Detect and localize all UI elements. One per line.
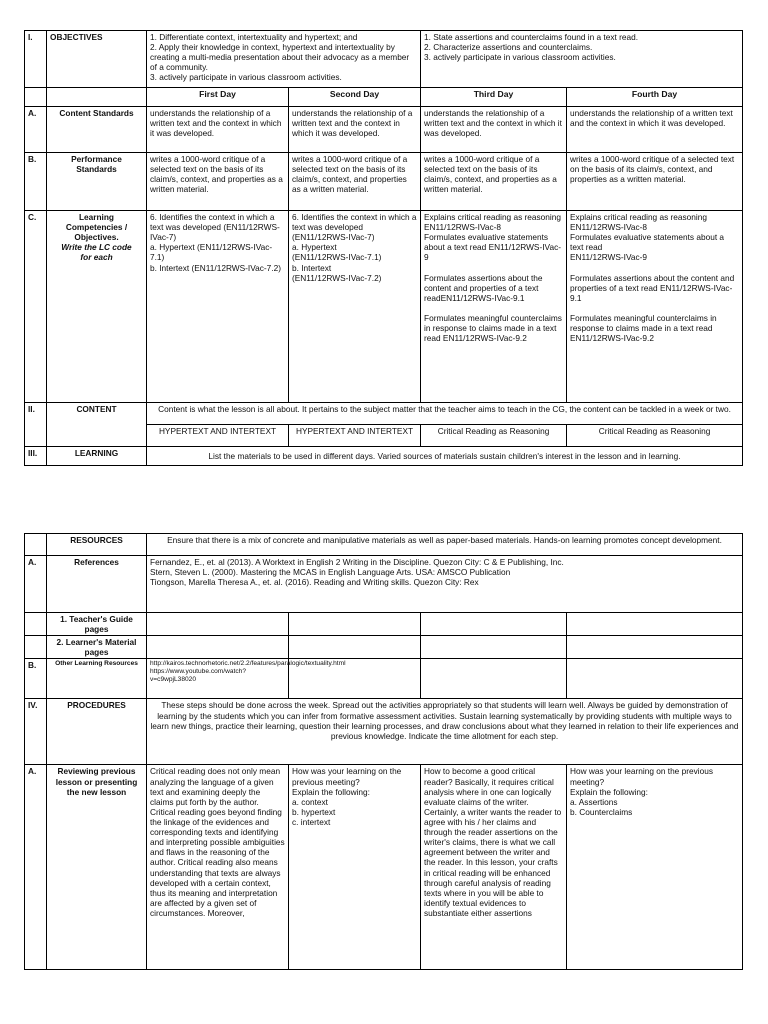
procedures-label: PROCEDURES xyxy=(47,699,147,765)
reference-item: Fernandez, E., et. al (2013). A Worktext in English 2 Writing in the Discipline. Quezon City: C & E Publishing, Inc. xyxy=(150,557,564,567)
competencies-row xyxy=(25,211,743,403)
label-line: Learning xyxy=(78,212,115,222)
other-resources-label: Other Learning Resources xyxy=(47,659,147,699)
blank-cell xyxy=(25,534,47,556)
day-header: Fourth Day xyxy=(567,88,743,107)
label-line: Objectives. xyxy=(74,232,119,243)
reviewing-cell: How to become a good critical reader? Basically, it requires critical analysis where in one can logically evaluate claims of the writer. Certainly, a writer wants the reader to agree with his / her claims and through the reader assertions on the writer's claims, there is what we call agreement between the writer and the reader. In this lesson, your crafts in critical reading will be enhanced through careful analysis of reading texts where in you will be able to identify textual evidences to substantiate either assertions xyxy=(421,765,567,970)
objectives-row xyxy=(25,31,743,88)
performance-standard-cell: writes a 1000-word critique of a selected text on the basis of its claim/s, context, and properties as a written material. xyxy=(421,153,567,211)
reference-item: Stern, Steven L. (2000). Mastering the MCAS in English Language Arts. USA: AMSCO Publication xyxy=(150,567,511,578)
performance-standard-cell: writes a 1000-word critique of a selected text on the basis of its claim/s, context, and properties as a written material. xyxy=(567,153,743,211)
performance-standards-label: Performance Standards xyxy=(47,153,147,211)
reference-item: Tiongson, Marella Theresa A., et. al. (2016). Reading and Writing skills. Quezon City: Rex xyxy=(150,577,479,588)
resources-description: Ensure that there is a mix of concrete and manipulative materials as well as paper-based materials. Hands-on learning promotes concept development. xyxy=(147,534,743,556)
section-letter: A. xyxy=(25,556,47,613)
blank-cell xyxy=(47,88,147,107)
dll-table-resources xyxy=(24,533,743,970)
blank-cell xyxy=(289,636,421,659)
teachers-guide-label: 1. Teacher's Guide pages xyxy=(47,613,147,636)
competency-cell: Explains critical reading as reasoning EN11/12RWS-IVac-8 Formulates evaluative statements about a text read EN11/12RWS-IVac-9 Formulates assertions about the content and properties of a text read EN11/12RWS-IVac-9.1 Formulates meaningful counterclaims in response to claims made in a text read EN11/12RWS-IVac-9.2 xyxy=(567,211,743,403)
blank-cell xyxy=(567,636,743,659)
blank-cell xyxy=(567,613,743,636)
section-letter: A. xyxy=(25,107,47,153)
learning-description: List the materials to be used in different days. Varied sources of materials sustain children's interest in the lesson and in learning. xyxy=(147,447,743,466)
content-topic-cell: Critical Reading as Reasoning xyxy=(567,425,743,447)
competency-cell: Explains critical reading as reasoning EN11/12RWS-IVac-8 Formulates evaluative statements about a text read EN11/12RWS-IVac-9 Formulates assertions about the content and properties of a text readEN11/12RWS-IVac-9.1 Formulates meaningful counterclaims in response to claims made in a text read EN11/12RWS-IVac-9.2 xyxy=(421,211,567,403)
blank-cell xyxy=(567,659,743,699)
blank-cell xyxy=(25,88,47,107)
dll-table-objectives xyxy=(24,30,743,466)
content-topic-cell: HYPERTEXT AND INTERTEXT xyxy=(147,425,289,447)
day-header-row xyxy=(25,88,743,107)
resources-row xyxy=(25,534,743,556)
content-standard-cell: understands the relationship of a written text and the context in which it was developed. xyxy=(289,107,421,153)
content-topic-cell: HYPERTEXT AND INTERTEXT xyxy=(289,425,421,447)
blank-cell xyxy=(147,636,289,659)
references-list xyxy=(147,556,743,613)
performance-standards-row xyxy=(25,153,743,211)
blank-cell xyxy=(147,613,289,636)
competency-cell: 6. Identifies the context in which a text was developed (EN11/12RWS-IVac-7) a. Hypertext (EN11/12RWS-IVac-7.1) b. Intertext (EN11/12RWS-IVac-7.2) xyxy=(289,211,421,403)
procedures-description: These steps should be done across the week. Spread out the activities appropriately so that students will learn well. Always be guided by demonstration of learning by the students which you can infer from formative assessment activities. Sustain learning systematically by providing students with multiple ways to learn new things, practice their learning, question their learning processes, and draw conclusions about what they learned in relation to their life experiences and previous knowledge. Indicate the time allotment for each step. xyxy=(147,699,743,765)
day-header: First Day xyxy=(147,88,289,107)
section-number: III. xyxy=(25,447,47,466)
day-header: Second Day xyxy=(289,88,421,107)
reviewing-cell: Critical reading does not only mean analyzing the language of a given text and examining deeply the claims put forth by the author. Critical reading goes beyond finding the linkage of the evidences and corresponding texts and identifying and interpreting possible ambiguities and flaws in the reasoning of the author. Critical reading also means understanding that texts are always developed with a certain context, thus its meaning and interpretation are affected by a given set of circumstances. Moreover, xyxy=(147,765,289,970)
content-topic-cell: Critical Reading as Reasoning xyxy=(421,425,567,447)
content-standard-cell: understands the relationship of a written text and the context in which it was developed. xyxy=(421,107,567,153)
reviewing-row xyxy=(25,765,743,970)
procedures-row xyxy=(25,699,743,765)
content-standards-label: Content Standards xyxy=(47,107,147,153)
label-line: Competencies / xyxy=(65,222,128,233)
section-number: I. xyxy=(25,31,47,88)
blank-cell xyxy=(289,613,421,636)
learners-material-label: 2. Learner's Material pages xyxy=(47,636,147,659)
section-letter: C. xyxy=(25,211,47,403)
objectives-label: OBJECTIVES xyxy=(47,31,147,88)
blank-cell xyxy=(421,636,567,659)
blank-cell xyxy=(421,613,567,636)
section-number: IV. xyxy=(25,699,47,765)
performance-standard-cell: writes a 1000-word critique of a selected text on the basis of its claim/s, context, and properties as a written material. xyxy=(147,153,289,211)
content-standard-cell: understands the relationship of a written text and the context in which it was developed. xyxy=(147,107,289,153)
section-number: II. xyxy=(25,403,47,447)
other-resources-row xyxy=(25,659,743,699)
blank-cell xyxy=(421,659,567,699)
objectives-days-3-4: 1. State assertions and counterclaims found in a text read. 2. Characterize assertions and counterclaims. 3. actively participate in various classroom activities. xyxy=(421,31,743,88)
reviewing-cell: How was your learning on the previous meeting? Explain the following: a. Assertions b. Counterclaims xyxy=(567,765,743,970)
teachers-guide-row xyxy=(25,613,743,636)
content-description: Content is what the lesson is all about. It pertains to the subject matter that the teacher aims to teach in the CG, the content can be tackled in a week or two. xyxy=(147,403,743,425)
resources-label: RESOURCES xyxy=(47,534,147,556)
content-label: CONTENT xyxy=(47,403,147,447)
day-header: Third Day xyxy=(421,88,567,107)
blank-cell xyxy=(25,613,47,636)
other-resources-links: http://kairos.technorhetoric.net/2.2/features/paralogic/textuality.html https://www.youtube.com/watch?v=c9wpjL38020 xyxy=(147,659,289,699)
section-letter: B. xyxy=(25,659,47,699)
references-row xyxy=(25,556,743,613)
section-letter: B. xyxy=(25,153,47,211)
reviewing-cell: How was your learning on the previous meeting? Explain the following: a. context b. hypertext c. intertext xyxy=(289,765,421,970)
competency-cell: 6. Identifies the context in which a text was developed (EN11/12RWS-IVac-7) a. Hypertext (EN11/12RWS-IVac-7.1) b. Intertext (EN11/12RWS-IVac-7.2) xyxy=(147,211,289,403)
content-standard-cell: understands the relationship of a written text and the context in which it was developed. xyxy=(567,107,743,153)
learning-row xyxy=(25,447,743,466)
references-label: References xyxy=(47,556,147,613)
blank-cell xyxy=(25,636,47,659)
reviewing-label: Reviewing previous lesson or presenting the new lesson xyxy=(47,765,147,970)
objectives-days-1-2: 1. Differentiate context, intertextuality and hypertext; and 2. Apply their knowledge in context, hypertext and intertextuality by creating a multi-media presentation about their advocacy as a member of a community. 3. actively participate in various classroom activities. xyxy=(147,31,421,88)
section-letter: A. xyxy=(25,765,47,970)
content-standards-row xyxy=(25,107,743,153)
competencies-label xyxy=(47,211,147,403)
performance-standard-cell: writes a 1000-word critique of a selected text on the basis of its claim/s, context, and properties as a written material. xyxy=(289,153,421,211)
label-line: for each xyxy=(80,252,113,263)
label-line: Write the LC code xyxy=(61,242,132,253)
learning-label: LEARNING xyxy=(47,447,147,466)
content-desc-row xyxy=(25,403,743,425)
learners-material-row xyxy=(25,636,743,659)
